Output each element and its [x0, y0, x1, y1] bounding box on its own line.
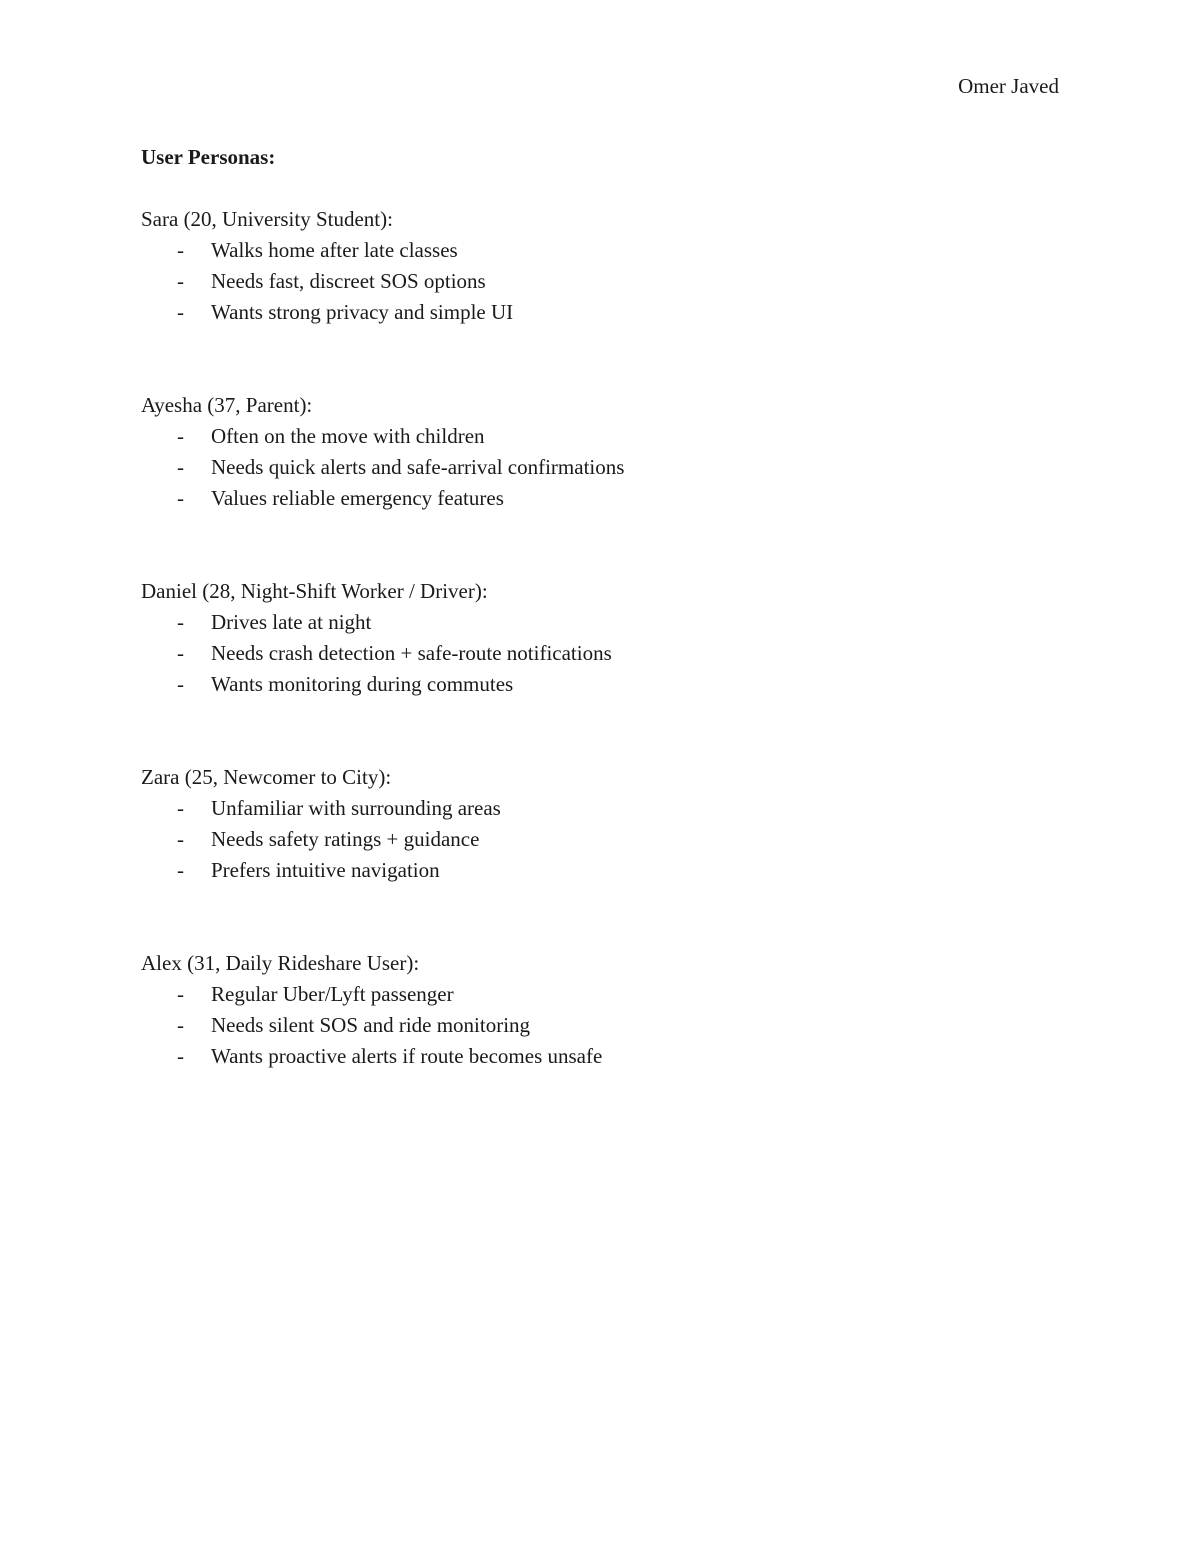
persona-heading: Zara (25, Newcomer to City):	[141, 765, 392, 789]
persona-alex	[141, 948, 1061, 1072]
bullet-dash: -	[177, 1013, 184, 1037]
list-item	[141, 855, 1061, 886]
bullet-dash: -	[177, 300, 184, 324]
list-item	[141, 1041, 1061, 1072]
persona-ayesha	[141, 390, 1061, 514]
list-item-text: Drives late at night	[211, 610, 372, 634]
persona-points	[141, 235, 1061, 328]
list-item-text: Needs silent SOS and ride monitoring	[211, 1013, 531, 1037]
author-name: Omer Javed	[958, 74, 1059, 98]
bullet-dash: -	[177, 672, 184, 696]
persona-heading: Alex (31, Daily Rideshare User):	[141, 951, 420, 975]
list-item-text: Needs safety ratings + guidance	[211, 827, 480, 851]
persona-points	[141, 979, 1061, 1072]
bullet-dash: -	[177, 238, 184, 262]
list-item	[141, 235, 1061, 266]
bullet-dash: -	[177, 610, 184, 634]
list-item-text: Wants proactive alerts if route becomes unsafe	[211, 1044, 603, 1068]
page-title: User Personas:	[141, 145, 276, 169]
list-item	[141, 793, 1061, 824]
bullet-dash: -	[177, 858, 184, 882]
list-item-text: Needs quick alerts and safe-arrival confirmations	[211, 455, 625, 479]
persona-heading: Sara (20, University Student):	[141, 207, 393, 231]
document-body	[141, 142, 1061, 1134]
bullet-dash: -	[177, 269, 184, 293]
list-item	[141, 824, 1061, 855]
list-item-text: Needs fast, discreet SOS options	[211, 269, 486, 293]
list-item	[141, 979, 1061, 1010]
list-item-text: Walks home after late classes	[211, 238, 458, 262]
list-item	[141, 483, 1061, 514]
persona-points	[141, 793, 1061, 886]
list-item-text: Values reliable emergency features	[211, 486, 504, 510]
bullet-dash: -	[177, 827, 184, 851]
persona-sara	[141, 204, 1061, 328]
list-item	[141, 452, 1061, 483]
list-item-text: Prefers intuitive navigation	[211, 858, 440, 882]
persona-heading: Daniel (28, Night-Shift Worker / Driver):	[141, 579, 488, 603]
bullet-dash: -	[177, 424, 184, 448]
list-item	[141, 266, 1061, 297]
bullet-dash: -	[177, 1044, 184, 1068]
list-item-text: Wants strong privacy and simple UI	[211, 300, 514, 324]
persona-zara	[141, 762, 1061, 886]
list-item	[141, 638, 1061, 669]
list-item	[141, 669, 1061, 700]
bullet-dash: -	[177, 455, 184, 479]
persona-heading: Ayesha (37, Parent):	[141, 393, 313, 417]
list-item	[141, 1010, 1061, 1041]
list-item-text: Needs crash detection + safe-route notifications	[211, 641, 612, 665]
bullet-dash: -	[177, 982, 184, 1006]
bullet-dash: -	[177, 796, 184, 820]
persona-points	[141, 421, 1061, 514]
list-item-text: Regular Uber/Lyft passenger	[211, 982, 454, 1006]
list-item	[141, 421, 1061, 452]
list-item	[141, 607, 1061, 638]
persona-daniel	[141, 576, 1061, 700]
persona-points	[141, 607, 1061, 700]
bullet-dash: -	[177, 641, 184, 665]
list-item-text: Often on the move with children	[211, 424, 485, 448]
list-item	[141, 297, 1061, 328]
bullet-dash: -	[177, 486, 184, 510]
list-item-text: Unfamiliar with surrounding areas	[211, 796, 501, 820]
list-item-text: Wants monitoring during commutes	[211, 672, 514, 696]
